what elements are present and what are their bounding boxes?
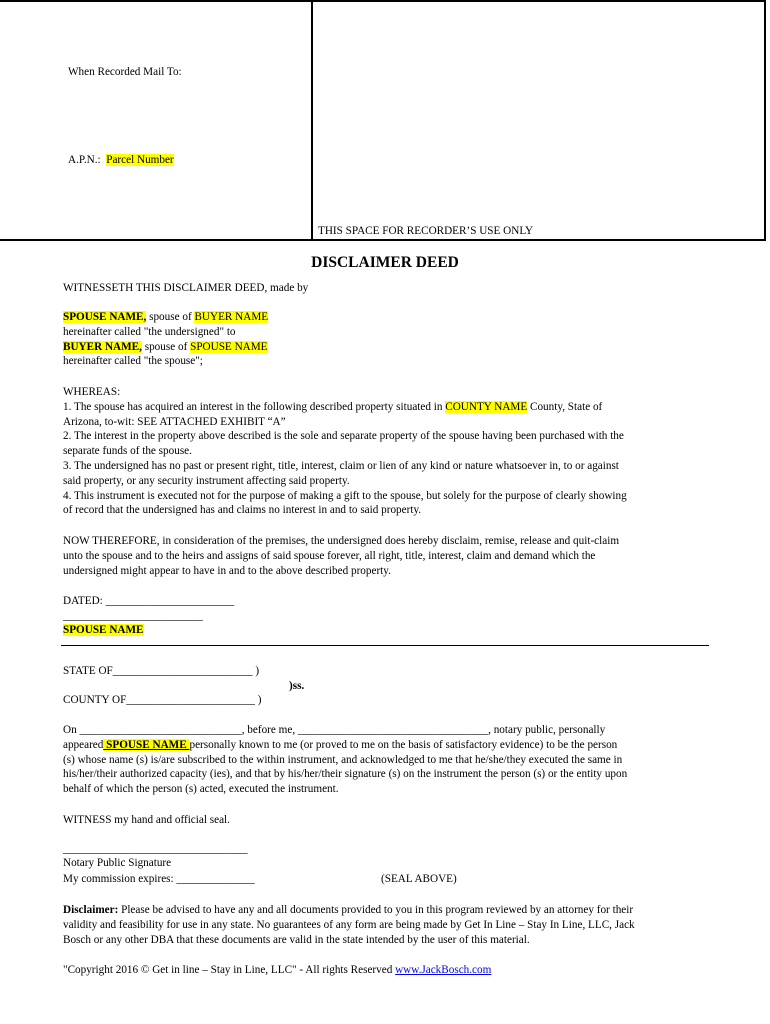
disclaimer-line: validity and feasibility for use in any state. No guarantees of any form are being made by Get In Line – Stay In Line, LLC, Jack: [63, 918, 635, 931]
whereas-item-2: 2. The interest in the property above described is the sole and separate property of the spouse having been purchased with the: [63, 430, 624, 443]
signer-name: [63, 623, 713, 638]
now-therefore-line: NOW THEREFORE, in consideration of the premises, the undersigned does hereby disclaim, remise, release and quit-claim: [63, 535, 620, 547]
whereas-item-1-exhibit: Arizona, to-wit: SEE ATTACHED EXHIBIT “A”: [63, 415, 286, 428]
whereas-item-1-cont: County, State of: [527, 400, 603, 413]
now-therefore-paragraph: [63, 534, 713, 578]
header-right-border: [764, 0, 766, 241]
ss-marker: )ss.: [289, 680, 305, 692]
notary-line: (s) whose name (s) is/are subscribed to the within instrument, and acknowledged to me that he/she/they executed the same in: [63, 753, 623, 766]
disclaimer-line: Bosch or any other DBA that these documents are valid in the state intended by the user of this material.: [63, 933, 530, 946]
seal-label: (SEAL ABOVE): [381, 873, 457, 885]
header-divider: [311, 0, 313, 241]
commission-expires: My commission expires: ______________: [63, 873, 255, 885]
document-title: DISCLAIMER DEED: [311, 254, 459, 271]
section-divider: [61, 645, 709, 646]
spouse-of-text: spouse of: [146, 311, 195, 323]
whereas-section: [63, 385, 713, 518]
notary-acknowledgment: [63, 723, 713, 797]
whereas-item-2-cont: separate funds of the spouse.: [63, 445, 192, 458]
county-name-field: COUNTY NAME: [445, 400, 528, 413]
dated-line: DATED: _______________________: [63, 595, 235, 607]
undersigned-text: hereinafter called "the undersigned" to: [63, 325, 236, 338]
disclaimer-block: [63, 903, 713, 947]
spouse-name-field-2: SPOUSE NAME: [190, 340, 268, 353]
whereas-item-4-cont: of record that the undersigned has and claims no interest in and to said property.: [63, 504, 422, 517]
disclaimer-label: Disclaimer:: [63, 904, 119, 916]
whereas-item-1: 1. The spouse has acquired an interest in the following described property situated in: [63, 400, 446, 413]
apn-row: [68, 153, 174, 168]
apn-value: Parcel Number: [106, 154, 174, 166]
copyright-text: "Copyright 2016 © Get in line – Stay in Line, LLC" - All rights Reserved: [63, 964, 396, 976]
notary-spouse-name: SPOUSE NAME: [103, 738, 190, 751]
copyright-footer: [63, 963, 713, 978]
spouse-of-text-2: spouse of: [141, 340, 191, 353]
county-line: COUNTY OF_______________________ ): [63, 694, 262, 706]
spouse-name-field: SPOUSE NAME,: [63, 311, 147, 323]
signer-spouse-name: SPOUSE NAME: [63, 624, 144, 636]
notary-line: On _____________________________, before me, __________________________________, notary public, personally: [63, 724, 606, 736]
whereas-heading: WHEREAS:: [63, 386, 121, 398]
recorder-header-box: [0, 0, 766, 240]
buyer-name-field: BUYER NAME: [194, 311, 269, 323]
disclaimer-line: Please be advised to have any and all documents provided to you in this program reviewed by an attorney for their: [118, 904, 634, 916]
apn-label: A.P.N.:: [68, 154, 101, 166]
recorder-use-note: THIS SPACE FOR RECORDER’S USE ONLY: [318, 225, 534, 237]
notary-signature-line: _________________________________: [63, 843, 248, 855]
header-top-border: [0, 0, 766, 2]
signature-line: _________________________: [63, 610, 203, 622]
intro-text: WITNESSETH THIS DISCLAIMER DEED, made by: [63, 282, 309, 294]
header-bottom-border: [0, 239, 766, 241]
appeared-text: appeared: [63, 738, 104, 751]
the-spouse-text: hereinafter called "the spouse";: [63, 355, 203, 368]
now-therefore-line: unto the spouse and to the heirs and assigns of said spouse forever, all right, title, interest, claim and demand which the: [63, 549, 596, 562]
whereas-item-3-cont: said property, or any security instrument affecting said property.: [63, 474, 350, 487]
notary-line: his/her/their authorized capacity (ies), and that by his/her/their signature (s) on the instrument the person (s) or the entity upon: [63, 768, 628, 781]
whereas-item-3: 3. The undersigned has no past or present right, title, interest, claim or lien of any kind or nature whatsoever in, to or against: [63, 459, 619, 472]
notary-line: behalf of which the person (s) acted, executed the instrument.: [63, 783, 339, 796]
now-therefore-line: undersigned might appear to have in and to the above described property.: [63, 564, 391, 577]
website-link[interactable]: www.JackBosch.com: [395, 964, 492, 976]
parties-block: [63, 310, 713, 369]
notary-signature-label: Notary Public Signature: [63, 857, 172, 869]
whereas-item-4: 4. This instrument is executed not for the purpose of making a gift to the spouse, but solely for the purpose of clearly showing: [63, 489, 627, 502]
notary-line: personally known to me (or proved to me on the basis of satisfactory evidence) to be the person: [189, 738, 618, 751]
witness-statement: WITNESS my hand and official seal.: [63, 814, 230, 826]
mail-to-label: When Recorded Mail To:: [68, 66, 182, 78]
state-line: STATE OF_________________________ ): [63, 665, 260, 677]
buyer-name-field-2: BUYER NAME,: [63, 340, 142, 353]
